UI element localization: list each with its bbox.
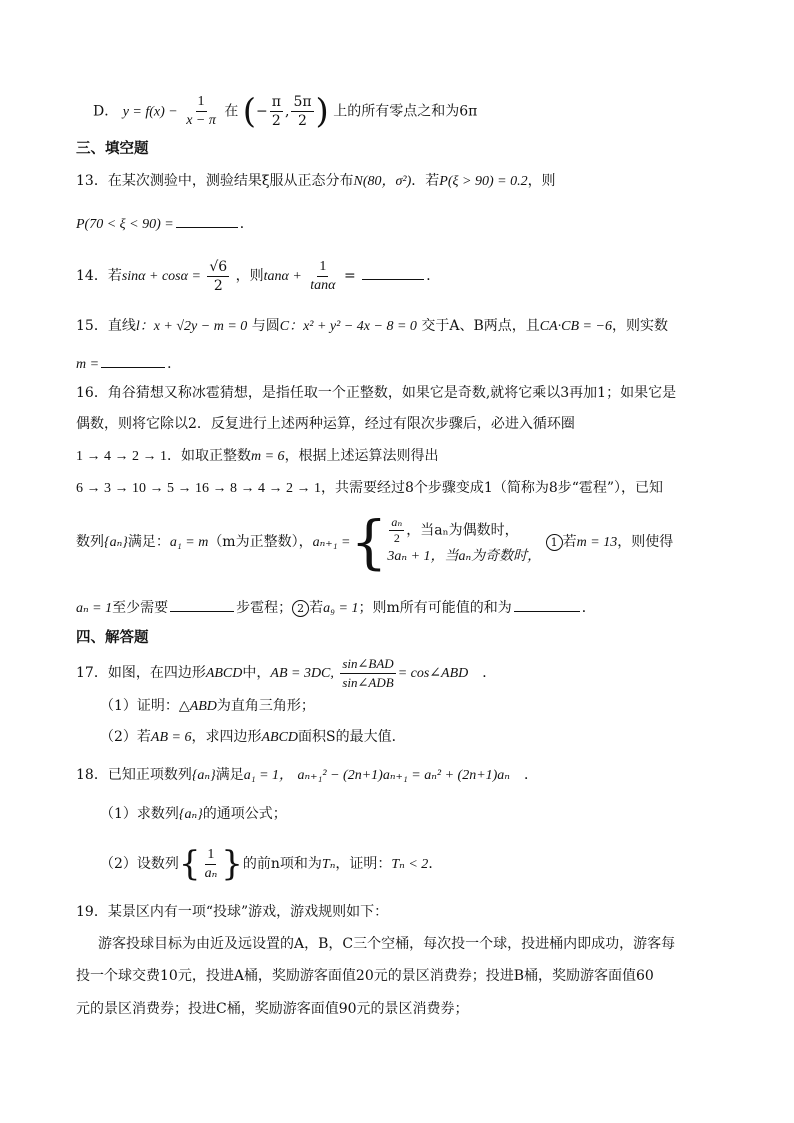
open-paren: ( bbox=[242, 91, 257, 132]
line-equation: l：x + √2y − m = 0 bbox=[135, 319, 248, 334]
probability-expr: P(70 < ξ < 90) = bbox=[76, 217, 174, 232]
option-d: D． y = f(x) − $\frac{1}{x - \pi}$ 在 (− $\frac{\pi}{2}$ , $\frac{5\pi}{2}$ ) 上的所有零点之和为6π bbox=[93, 91, 478, 132]
question-17-part2: （2）若AB = 6，求四边形ABCD面积S的最大值． bbox=[100, 729, 406, 745]
question-16-line1: 16．角谷猜想又称冰雹猜想，是指任取一个正整数，如果它是奇数,就将它乘以3再加1；如果它是 bbox=[76, 385, 677, 401]
normal-distribution: N(80，σ²) bbox=[353, 174, 412, 189]
cycle-loop: 1 → 4 → 2 → 1 bbox=[76, 449, 167, 464]
question-19-line4: 元的景区消费券；投进C桶，奖励游客面值90元的景区消费券； bbox=[76, 1001, 469, 1017]
sine-ratio: $\frac{\text{sin∠BAD}}{\text{sin∠ADB}}$ bbox=[342, 655, 394, 690]
question-16-line4: 6 → 3 → 10 → 5 → 16 → 8 → 4 → 2 → 1，共需要经过8个步骤变成1（简称为8步“雹程”），已知 bbox=[76, 480, 664, 496]
recurrence-equation: aₙ₊₁² − (2n+1)aₙ₊₁ = aₙ² + (2n+1)aₙ bbox=[297, 768, 510, 783]
question-14: 14．若sinα + cosα = $\frac{√6}{2}$ ，则tanα + $\frac{1}{\tan\alpha}$ = ． bbox=[76, 258, 441, 294]
recurrence-cases bbox=[387, 516, 541, 569]
example-sequence: 6 → 3 → 10 → 5 → 16 → 8 → 4 → 2 → 1 bbox=[76, 481, 321, 496]
question-17-part1: （1）证明：△ABD为直角三角形； bbox=[100, 698, 315, 714]
answer-blank bbox=[176, 212, 238, 228]
option-d-func: y = f(x) − bbox=[122, 104, 178, 120]
question-19-line3: 投一个球交费10元，投进A桶，奖励游客面值20元的景区消费券；投进B桶，奖励游客面值60 bbox=[76, 968, 654, 984]
circle-equation: C：x² + y² − 4x − 8 = 0 bbox=[279, 319, 417, 334]
option-d-in: 在 bbox=[224, 103, 239, 120]
vector-relation: AB = 3DC, bbox=[270, 666, 334, 681]
cases-brace: { bbox=[350, 508, 388, 576]
option-d-tail: 上的所有零点之和为6π bbox=[333, 103, 478, 120]
close-paren: ) bbox=[315, 91, 329, 132]
section-title-solutions: 四、解答题 bbox=[76, 630, 149, 646]
question-19-line1: 19．某景区内有一项“投球”游戏，游戏规则如下： bbox=[76, 904, 389, 920]
interval-left-fraction: $\frac{\pi}{2}$ bbox=[271, 94, 281, 129]
interval-right-fraction: $\frac{5\pi}{2}$ bbox=[293, 94, 312, 129]
question-18: 18．已知正项数列{aₙ}满足a₁ = 1， aₙ₊₁² − (2n+1)aₙ₊₁ = aₙ² + (2n+1)aₙ ． bbox=[76, 767, 538, 783]
question-13-line1: 13．在某次测验中，测验结果ξ服从正态分布N(80，σ²)．若P(ξ > 90) = 0.2，则 bbox=[76, 173, 556, 189]
sqrt6-over-2: $\frac{√6}{2}$ bbox=[209, 258, 228, 294]
case-odd: 3aₙ + 1，当aₙ为奇数时， bbox=[387, 548, 542, 564]
probability-condition: P(ξ > 90) = 0.2 bbox=[439, 174, 528, 189]
option-d-fraction: $\frac{1}{x - \pi}$ bbox=[186, 94, 216, 128]
answer-blank bbox=[362, 264, 424, 280]
section-title-fill-in: 三、填空题 bbox=[76, 141, 149, 157]
option-d-label: D． bbox=[93, 103, 119, 120]
question-13-line2: P(70 < ξ < 90) = ． bbox=[76, 212, 254, 235]
question-18-part1: （1）求数列{aₙ}的通项公式； bbox=[100, 806, 287, 822]
reciprocal-sequence: $\frac{1}{\text{aₙ}}$ bbox=[204, 846, 218, 881]
one-over-tan: $\frac{1}{\tan\alpha}$ bbox=[310, 258, 336, 293]
question-17: 17．如图，在四边形ABCD中，AB = 3DC, $\frac{\text{sin∠BAD}}{\text{sin∠ADB}}$ = cos∠ABD ． bbox=[76, 655, 497, 690]
recurrence-lhs: aₙ₊₁ = bbox=[312, 535, 351, 550]
answer-blank-1 bbox=[170, 596, 234, 612]
question-16-line5: 数列{aₙ}满足：a₁ = m（m为正整数），aₙ₊₁ ={ $\frac{\text{aₙ}}{2}$ ，当aₙ为偶数时， 3aₙ + 1，当aₙ为奇数时， 1 若m = 13，则使得 bbox=[76, 508, 674, 576]
circled-number-1: 1 bbox=[546, 534, 563, 551]
question-16-line2: 偶数，则将它除以2．反复进行上述两种运算，经过有限次步骤后，必进入循环圈 bbox=[76, 416, 575, 432]
answer-blank-2 bbox=[514, 596, 580, 612]
vector-dot-product: CA·CB = −6 bbox=[539, 319, 612, 334]
question-18-part2: （2）设数列{ $\frac{1}{\text{aₙ}}$ }的前n项和为Tₙ，证明：Tₙ < 2． bbox=[100, 844, 443, 884]
answer-blank bbox=[101, 352, 165, 368]
question-15-line2: m = ． bbox=[76, 352, 181, 375]
question-16-line6: aₙ = 1至少需要 步雹程； 2 若a₉ = 1；则m所有可能值的和为 ． bbox=[76, 596, 596, 619]
trig-sum: sinα + cosα = bbox=[121, 269, 201, 284]
question-19-line2: 游客投球目标为由近及远设置的A，B，C三个空桶，每次投一个球，投进桶内即成功，游客每 bbox=[98, 936, 676, 952]
question-15-line1: 15．直线l：x + √2y − m = 0 与圆C：x² + y² − 4x − 8 = 0 交于A、B两点，且CA·CB = −6，则实数 bbox=[76, 318, 668, 334]
question-16-line3: 1 → 4 → 2 → 1．如取正整数m = 6，根据上述运算法则得出 bbox=[76, 448, 439, 464]
case-even: $\frac{\text{aₙ}}{2}$ ，当aₙ为偶数时， bbox=[391, 514, 519, 545]
circled-number-2: 2 bbox=[292, 600, 309, 617]
